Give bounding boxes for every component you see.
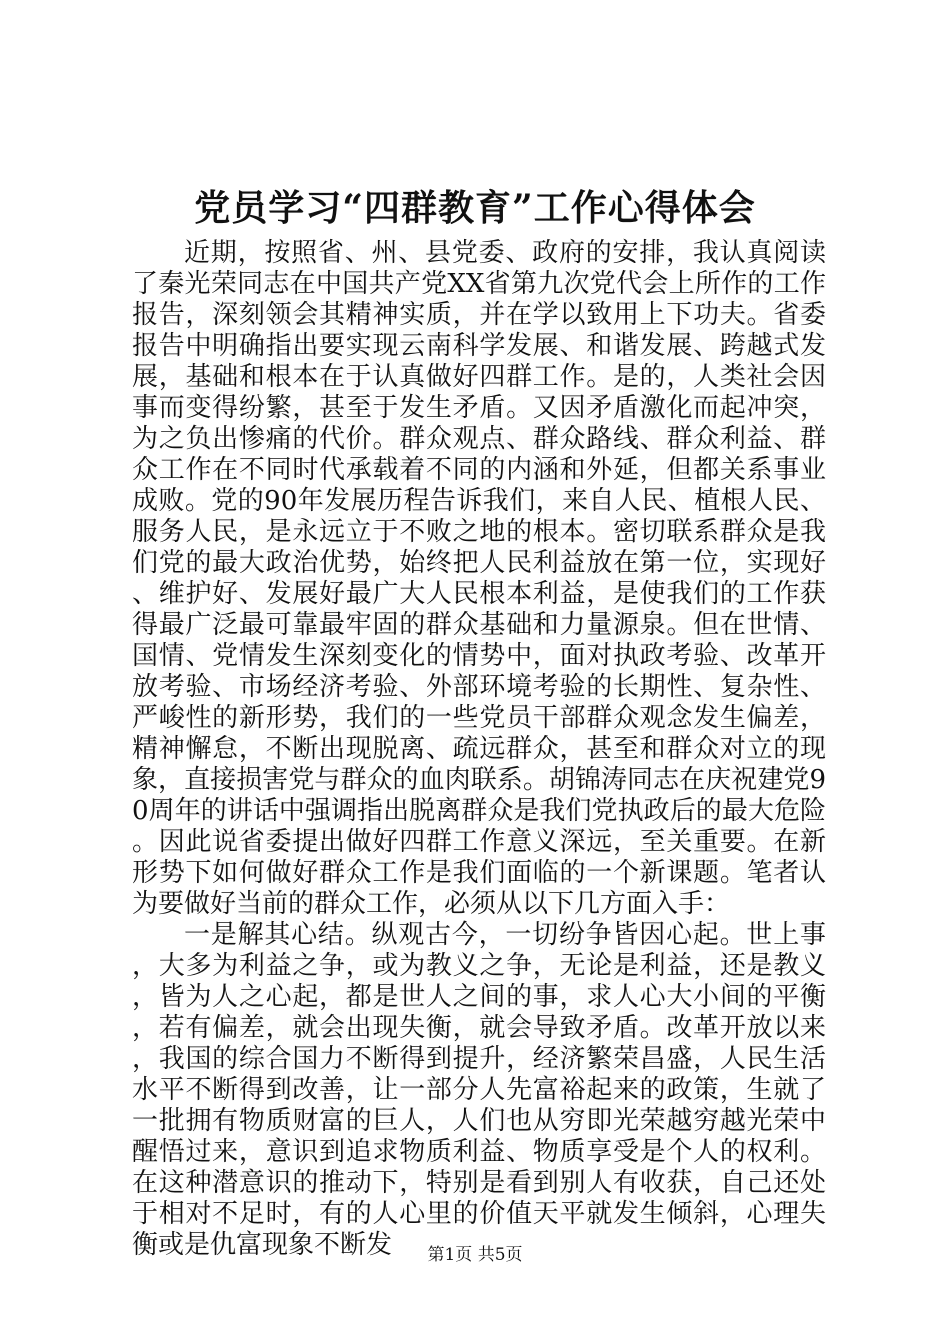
document-title: 党员学习“四群教育”工作心得体会 [194, 187, 756, 229]
page-footer: 第1页 共5页 [427, 1245, 523, 1265]
document-body [132, 238, 826, 1261]
paragraph-intro: 近期，按照省、州、县党委、政府的安排，我认真阅读了秦光荣同志在中国共产党XX省第九次党代会上所作的工作报告，深刻领会其精神实质，并在学以致用上下功夫。省委报告中明确指出要实现云南科学发展、和谐发展、跨越式发展，基础和根本在于认真做好四群工作。是的，人类社会因事而变得纷繁，甚至于发生矛盾。又因矛盾激化而起冲突，为之负出惨痛的代价。群众观点、群众路线、群众利益、群众工作在不同时代承载着不同的内涵和外延，但都关系事业成败。党的90年发展历程告诉我们，来自人民、植根人民、服务人民，是永远立于不败之地的根本。密切联系群众是我们党的最大政治优势，始终把人民利益放在第一位，实现好、维护好、发展好最广大人民根本利益，是使我们的工作获得最广泛最可靠最牢固的群众基础和力量源泉。但在世情、国情、党情发生深刻变化的情势中，面对执政考验、改革开放考验、市场经济考验、外部环境考验的长期性、复杂性、严峻性的新形势，我们的一些党员干部群众观念发生偏差，精神懈怠，不断出现脱离、疏远群众，甚至和群众对立的现象，直接损害党与群众的血肉联系。胡锦涛同志在庆祝建党90周年的讲话中强调指出脱离群众是我们党执政后的最大危险。因此说省委提出做好四群工作意义深远，至关重要。在新形势下如何做好群众工作是我们面临的一个新课题。笔者认为要做好当前的群众工作，必须从以下几方面入手： [132, 238, 826, 919]
paragraph-point-one: 一是解其心结。纵观古今，一切纷争皆因心起。世上事，大多为利益之争，或为教义之争，无论是利益，还是教义，皆为人之心起，都是世人之间的事，求人心大小间的平衡，若有偏差，就会出现失衡，就会导致矛盾。改革开放以来，我国的综合国力不断得到提升，经济繁荣昌盛，人民生活水平不断得到改善，让一部分人先富裕起来的政策，生就了一批拥有物质财富的巨人，人们也从穷即光荣越穷越光荣中醒悟过来，意识到追求物质利益、物质享受是个人的权利。在这种潜意识的推动下，特别是看到别人有收获，自己还处于相对不足时，有的人心里的价值天平就发生倾斜，心理失衡或是仇富现象不断发 [132, 920, 826, 1260]
